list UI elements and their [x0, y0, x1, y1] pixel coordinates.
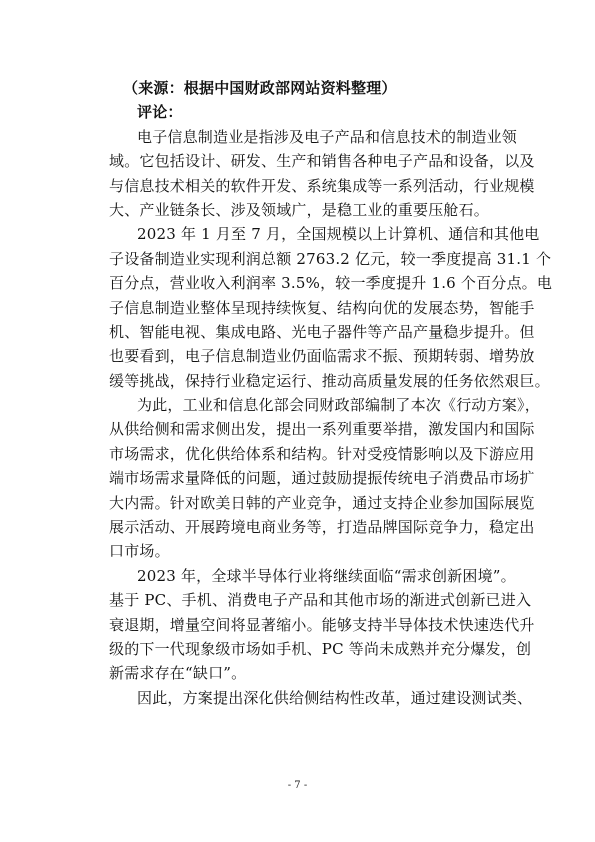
paragraph-line: 域。它包括设计、研发、生产和销售各种电子产品和设备，以及: [109, 152, 535, 171]
paragraph-line: 百分点，营业收入利润率 3.5%，较一季度提升 1.6 个百分点。电: [109, 274, 553, 293]
paragraph-line: 为此，工业和信息化部会同财政部编制了本次《行动方案》，: [137, 396, 540, 415]
comment-heading: 评论：: [137, 103, 183, 122]
paragraph-3: [109, 393, 540, 564]
paragraph-line: 展示活动、开展跨境电商业务等，打造品牌国际竞争力，稳定出: [109, 518, 535, 537]
paragraph-line: 机、智能电视、集成电路、光电子器件等产品产量稳步提升。但: [109, 322, 535, 341]
paragraph-line: 衰退期，增量空间将显著缩小。能够支持半导体技术快速迭代升: [109, 615, 535, 634]
page-number: - 7 -: [287, 780, 308, 791]
source-note: （来源：根据中国财政部网站资料整理）: [123, 79, 397, 97]
paragraph-line: 缓等挑战，保持行业稳定运行、推动高质量发展的任务依然艰巨。: [109, 371, 550, 390]
paragraph-line: 新需求存在“缺口”。: [109, 664, 247, 683]
paragraph-line: 口市场。: [109, 542, 170, 561]
paragraph-line: 也要看到，电子信息制造业仍面临需求不振、预期转弱、增势放: [109, 347, 535, 366]
paragraph-line: 级的下一代现象级市场如手机、PC 等尚未成熟并充分爆发，创: [109, 639, 532, 658]
paragraph-line: 子设备制造业实现利润总额 2763.2 亿元，较一季度提高 31.1 个: [109, 249, 552, 268]
paragraph-4: [109, 564, 535, 686]
paragraph-line: 与信息技术相关的软件开发、系统集成等一系列活动，行业规模: [109, 176, 535, 195]
paragraph-5: [109, 686, 533, 710]
paragraph-line: 大、产业链条长、涉及领域广，是稳工业的重要压舱石。: [109, 200, 490, 219]
paragraph-line: 2023 年，全球半导体行业将继续面临“需求创新困境”。: [137, 566, 516, 585]
paragraph-line: 因此，方案提出深化供给侧结构性改革，通过建设测试类、: [137, 688, 533, 707]
paragraph-line: 从供给侧和需求侧出发，提出一系列重要举措，激发国内和国际: [109, 420, 535, 439]
document-body: [109, 76, 553, 710]
paragraph-line: 端市场需求量降低的问题，通过鼓励提振传统电子消费品市场扩: [109, 469, 535, 488]
paragraph-line: 电子信息制造业是指涉及电子产品和信息技术的制造业领: [137, 127, 518, 146]
paragraph-2: [109, 222, 553, 393]
paragraph-line: 基于 PC、手机、消费电子产品和其他市场的渐进式创新已进入: [109, 591, 532, 610]
paragraph-line: 子信息制造业整体呈现持续恢复、结构向优的发展态势，智能手: [109, 298, 535, 317]
paragraph-line: 2023 年 1 月至 7 月，全国规模以上计算机、通信和其他电: [137, 225, 540, 244]
paragraph-line: 市场需求，优化供给体系和结构。针对受疫情影响以及下游应用: [109, 444, 535, 463]
paragraph-line: 大内需。针对欧美日韩的产业竞争，通过支持企业参加国际展览: [109, 493, 535, 512]
paragraph-1: [109, 125, 535, 223]
